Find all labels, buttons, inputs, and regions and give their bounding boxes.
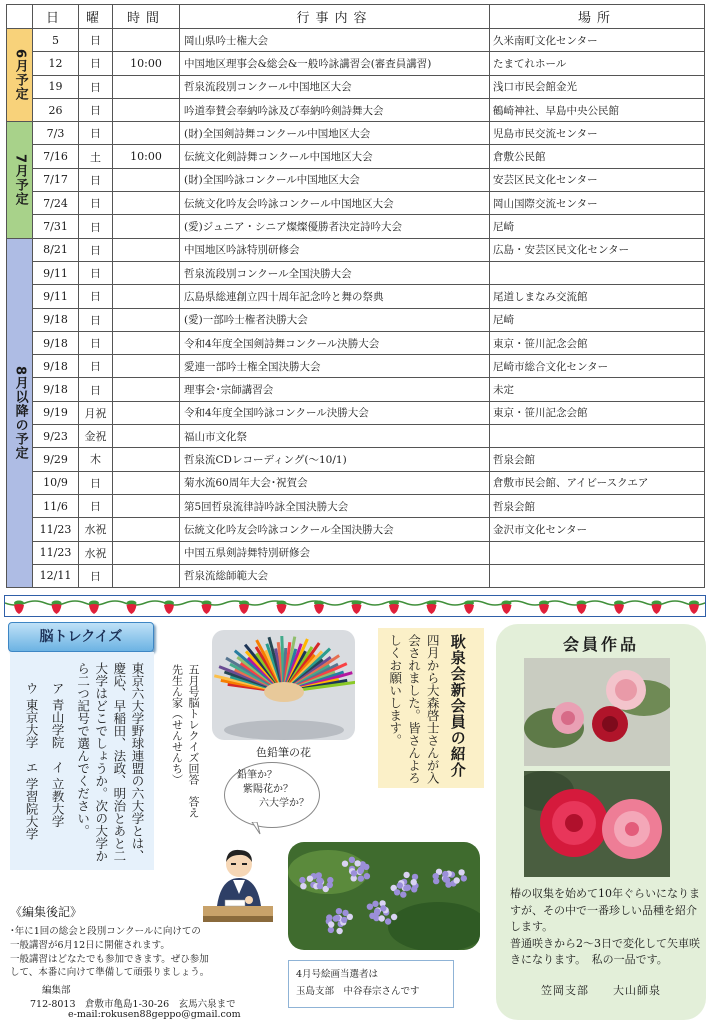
cell-event: 哲泉流CDレコーディング(〜10/1): [180, 448, 490, 471]
cell-weekday: 日: [79, 238, 113, 261]
editor-dept: 編集部: [42, 985, 71, 996]
cell-place: 安芸区民文化センター: [490, 168, 705, 191]
cell-day: 12: [33, 52, 79, 75]
table-row: [7, 308, 705, 331]
table-header-row: [7, 5, 705, 29]
cell-place: 東京・笹川記念会館: [490, 401, 705, 424]
cell-weekday: 日: [79, 494, 113, 517]
cell-time: 10:00: [113, 52, 180, 75]
section-label: [7, 29, 33, 122]
cell-time: [113, 75, 180, 98]
cell-event: 広島県総連創立四十周年記念吟と舞の祭典: [180, 285, 490, 308]
cell-day: 11/23: [33, 518, 79, 541]
strawberry-icon: [14, 601, 24, 615]
cell-time: [113, 308, 180, 331]
cell-weekday: 日: [79, 285, 113, 308]
hydrangea-photo: [288, 842, 480, 950]
cell-place: 岡山国際交流センター: [490, 192, 705, 215]
table-row: [7, 52, 705, 75]
cell-place: 哲泉会館: [490, 448, 705, 471]
table-row: [7, 215, 705, 238]
quiz-option-2: ウ 東京大学 エ 学習院大学: [24, 682, 40, 840]
cell-place: 金沢市文化センター: [490, 518, 705, 541]
cell-event: (愛)一部吟士権者決勝大会: [180, 308, 490, 331]
cell-time: [113, 168, 180, 191]
pencil-flower-icon: [212, 630, 355, 740]
cell-event: 伝統文化吟友会吟詠コンクール中国地区大会: [180, 192, 490, 215]
cell-day: 7/16: [33, 145, 79, 168]
editor-note-body: [10, 925, 209, 980]
section-label: [7, 122, 33, 238]
table-row: [7, 261, 705, 284]
cell-time: [113, 471, 180, 494]
cell-place: 倉敷公民館: [490, 145, 705, 168]
schedule-body: [7, 29, 705, 588]
cell-day: 19: [33, 75, 79, 98]
header-weekday: 曜: [79, 5, 113, 29]
cell-event: 中国地区吟詠特別研修会: [180, 238, 490, 261]
cell-day: 9/18: [33, 378, 79, 401]
table-row: [7, 238, 705, 261]
strawberry-icon: [464, 601, 474, 615]
schedule-table: [6, 4, 705, 588]
new-member-body: 四月から大森啓士さんが入会されました。皆さんよろしくお願いします。: [387, 634, 441, 784]
cell-event: 岡山県吟士権大会: [180, 29, 490, 52]
cell-event: 中国五県剣詩舞特別研修会: [180, 541, 490, 564]
strawberry-icon: [89, 601, 99, 615]
cell-place: 東京・笹川記念会館: [490, 331, 705, 354]
table-row: [7, 75, 705, 98]
cell-place: [490, 261, 705, 284]
cell-event: 中国地区理事会&総会&一般吟詠講習会(審査員講習): [180, 52, 490, 75]
camellia-icon: [524, 771, 670, 877]
cell-place: 鶴崎神社、早島中央公民館: [490, 98, 705, 121]
cell-day: 11/23: [33, 541, 79, 564]
header-section: [7, 5, 33, 29]
works-text-line-1: 椿の収集を始めて10年ぐらいになりますが、その中で一番珍しい品種を紹介します。: [510, 887, 700, 933]
strawberry-icon: [314, 601, 324, 615]
works-text: [510, 886, 702, 969]
table-row: [7, 168, 705, 191]
cell-weekday: 土: [79, 145, 113, 168]
cell-place: [490, 564, 705, 587]
table-row: [7, 541, 705, 564]
member-works-panel: [496, 624, 706, 1020]
cell-day: 7/3: [33, 122, 79, 145]
note-line: ･年に1回の総会と段別コンクールに向けての: [10, 926, 201, 937]
cell-weekday: 日: [79, 75, 113, 98]
cell-place: 尼崎市総合文化センター: [490, 355, 705, 378]
cell-place: 浅口市民会館金光: [490, 75, 705, 98]
quiz-tab: 脳トレクイズ: [8, 622, 154, 652]
works-signature: 笠岡支部 大山師泉: [541, 984, 661, 997]
cell-place: 倉敷市民会館、アイビースクエア: [490, 471, 705, 494]
cell-time: [113, 518, 180, 541]
table-row: [7, 98, 705, 121]
cell-event: 伝統文化剣詩舞コンクール中国地区大会: [180, 145, 490, 168]
cell-weekday: 月祝: [79, 401, 113, 424]
cell-weekday: 日: [79, 564, 113, 587]
cell-place: 児島市民交流センター: [490, 122, 705, 145]
cell-time: [113, 448, 180, 471]
cell-day: 7/31: [33, 215, 79, 238]
cell-day: 9/11: [33, 261, 79, 284]
table-row: [7, 494, 705, 517]
cell-day: 9/29: [33, 448, 79, 471]
cell-day: 9/18: [33, 331, 79, 354]
strawberry-icon: [164, 601, 174, 615]
bubble-tail-icon: [250, 822, 262, 836]
cell-event: 伝統文化吟友会吟詠コンクール全国決勝大会: [180, 518, 490, 541]
camellia-photo-2: [524, 771, 670, 877]
cell-event: 愛連一部吟士権全国決勝大会: [180, 355, 490, 378]
header-day: 日: [33, 5, 79, 29]
cell-time: [113, 261, 180, 284]
cell-time: [113, 29, 180, 52]
table-row: [7, 355, 705, 378]
cell-weekday: 日: [79, 471, 113, 494]
works-title: 会員作品: [562, 635, 639, 654]
strawberry-icon: [652, 601, 662, 615]
cell-event: 理事会･宗師講習会: [180, 378, 490, 401]
cell-weekday: 日: [79, 122, 113, 145]
cell-weekday: 日: [79, 355, 113, 378]
section-label-text: 8月以降の予定: [12, 365, 28, 460]
hydrangea-icon: [288, 842, 480, 950]
quiz-question: 東京六大学野球連盟の六大学とは、慶応、早稲田、法政、明治とあと二大学はどこでしょうか。次の大学から二つ記号で選んでください。: [75, 662, 145, 862]
cell-weekday: 日: [79, 29, 113, 52]
cell-time: [113, 355, 180, 378]
table-row: [7, 145, 705, 168]
camellia-photo-1: [524, 658, 670, 766]
cell-time: [113, 331, 180, 354]
cell-place: 未定: [490, 378, 705, 401]
works-text-line-2: 普通咲きから2〜3日で変化して矢車咲きになります。 私の一品です。: [510, 936, 700, 966]
editor-email[interactable]: e-mail:rokusen88geppo@gmail.com: [68, 1009, 241, 1020]
cell-weekday: 日: [79, 215, 113, 238]
editor-note-title: 《編集後記》: [10, 905, 83, 919]
drawing-winner-box: [288, 960, 454, 1008]
table-row: [7, 285, 705, 308]
cell-day: 9/18: [33, 355, 79, 378]
note-line: 一般講習が6月12日に開催されます。: [10, 939, 170, 951]
cell-event: 哲泉流段別コンクール全国決勝大会: [180, 261, 490, 284]
cell-time: [113, 494, 180, 517]
strawberry-icon: [202, 601, 212, 615]
cell-weekday: 日: [79, 98, 113, 121]
pencil-caption: 色鉛筆の花: [256, 746, 311, 759]
cell-place: 久米南町文化センター: [490, 29, 705, 52]
cell-event: 第5回哲泉流律詩吟詠全国決勝大会: [180, 494, 490, 517]
strawberry-icon: [127, 601, 137, 615]
winner-line-2: 玉島支部 中谷春宗さんです: [296, 986, 420, 998]
cell-time: [113, 378, 180, 401]
strawberry-icon: [239, 601, 249, 615]
cell-day: 7/24: [33, 192, 79, 215]
cell-day: 9/19: [33, 401, 79, 424]
table-row: [7, 425, 705, 448]
cell-time: 10:00: [113, 145, 180, 168]
thinking-person-icon: [203, 842, 273, 922]
cell-weekday: 日: [79, 192, 113, 215]
strawberry-icon: [577, 601, 587, 615]
camellia-icon: [524, 658, 670, 766]
cell-place: 尼崎: [490, 215, 705, 238]
note-line: 一般講習はどなたでも参加できます。ぜひ参加: [10, 953, 209, 965]
cell-weekday: 日: [79, 168, 113, 191]
editor-address: 712-8013 倉敷市亀島1-30-26 玄馬六泉まで: [30, 999, 236, 1010]
strawberry-icon: [689, 601, 699, 615]
cell-place: [490, 541, 705, 564]
cell-place: 広島・安芸区民文化センター: [490, 238, 705, 261]
cell-place: 哲泉会館: [490, 494, 705, 517]
strawberry-icon: [502, 601, 512, 615]
table-row: [7, 122, 705, 145]
cell-event: 哲泉流総師範大会: [180, 564, 490, 587]
bubble-line-3: 六大学か？: [259, 798, 309, 809]
note-line: して、本番に向けて準備して頑張りましょう。: [10, 967, 210, 979]
cell-event: 令和4年度全国吟詠コンクール決勝大会: [180, 401, 490, 424]
bubble-line-1: 鉛筆か？: [237, 770, 277, 781]
cell-weekday: 日: [79, 331, 113, 354]
cell-day: 9/18: [33, 308, 79, 331]
table-row: [7, 518, 705, 541]
table-row: [7, 448, 705, 471]
speech-bubble: [224, 762, 320, 828]
cell-day: 26: [33, 98, 79, 121]
table-row: [7, 29, 705, 52]
cell-day: 9/23: [33, 425, 79, 448]
cell-weekday: 日: [79, 378, 113, 401]
quiz-answer: 五月号脳トレクイズ回答 答え 先生ん家（せんせんち）: [170, 664, 200, 829]
cell-day: 11/6: [33, 494, 79, 517]
table-row: [7, 378, 705, 401]
cell-time: [113, 238, 180, 261]
quiz-box: [10, 652, 154, 870]
cell-day: 7/17: [33, 168, 79, 191]
bubble-line-2: 紫陽花か？: [243, 784, 293, 795]
cell-day: 10/9: [33, 471, 79, 494]
strawberry-icon: [614, 601, 624, 615]
table-row: [7, 564, 705, 587]
cell-time: [113, 401, 180, 424]
table-row: [7, 401, 705, 424]
header-event: 行事内容: [180, 5, 490, 29]
cell-time: [113, 98, 180, 121]
cell-weekday: 日: [79, 52, 113, 75]
cell-event: (財)全国吟詠コンクール中国地区大会: [180, 168, 490, 191]
cell-weekday: 金祝: [79, 425, 113, 448]
cell-event: 哲泉流段別コンクール中国地区大会: [180, 75, 490, 98]
cell-day: 5: [33, 29, 79, 52]
cell-place: [490, 425, 705, 448]
cell-place: 尾道しまなみ交流館: [490, 285, 705, 308]
cell-time: [113, 541, 180, 564]
cell-time: [113, 425, 180, 448]
header-place: 場所: [490, 5, 705, 29]
cell-weekday: 日: [79, 261, 113, 284]
cell-event: 令和4年度全国剣詩舞コンクール決勝大会: [180, 331, 490, 354]
cell-time: [113, 215, 180, 238]
cell-event: 菊水流60周年大会･祝賀会: [180, 471, 490, 494]
section-label-text: 7月予定: [12, 153, 28, 206]
section-label-text: 6月予定: [12, 49, 28, 102]
cell-time: [113, 564, 180, 587]
cell-event: (財)全国剣詩舞コンクール中国地区大会: [180, 122, 490, 145]
strawberry-icon: [277, 601, 287, 615]
table-row: [7, 331, 705, 354]
table-row: [7, 192, 705, 215]
table-row: [7, 471, 705, 494]
cell-event: (愛)ジュニア・シニア燦燦優勝者決定詩吟大会: [180, 215, 490, 238]
quiz-option-1: ア 青山学院 イ 立教大学: [50, 682, 66, 828]
cell-weekday: 日: [79, 308, 113, 331]
cell-day: 8/21: [33, 238, 79, 261]
winner-line-1: 4月号絵画当選者は: [296, 969, 379, 980]
strawberry-icon: [52, 601, 62, 615]
strawberry-icon: [352, 601, 362, 615]
cell-time: [113, 285, 180, 308]
header-time: 時間: [113, 5, 180, 29]
cell-time: [113, 122, 180, 145]
cell-place: たまてれホール: [490, 52, 705, 75]
strawberry-icon: [427, 601, 437, 615]
cell-event: 吟道奉賛会奉納吟詠及び奉納吟剣詩舞大会: [180, 98, 490, 121]
cell-place: 尼崎: [490, 308, 705, 331]
cell-time: [113, 192, 180, 215]
new-member-title: 耿泉会新会員の紹介: [448, 634, 467, 778]
strawberry-icon: [539, 601, 549, 615]
cell-event: 福山市文化祭: [180, 425, 490, 448]
pencil-photo: [212, 630, 355, 740]
section-label: [7, 238, 33, 587]
strawberry-vine-icon: [5, 596, 705, 616]
cell-day: 12/11: [33, 564, 79, 587]
cell-day: 9/11: [33, 285, 79, 308]
cell-weekday: 水祝: [79, 541, 113, 564]
strawberry-icon: [389, 601, 399, 615]
strawberry-divider: [4, 595, 706, 617]
cell-weekday: 水祝: [79, 518, 113, 541]
cell-weekday: 木: [79, 448, 113, 471]
